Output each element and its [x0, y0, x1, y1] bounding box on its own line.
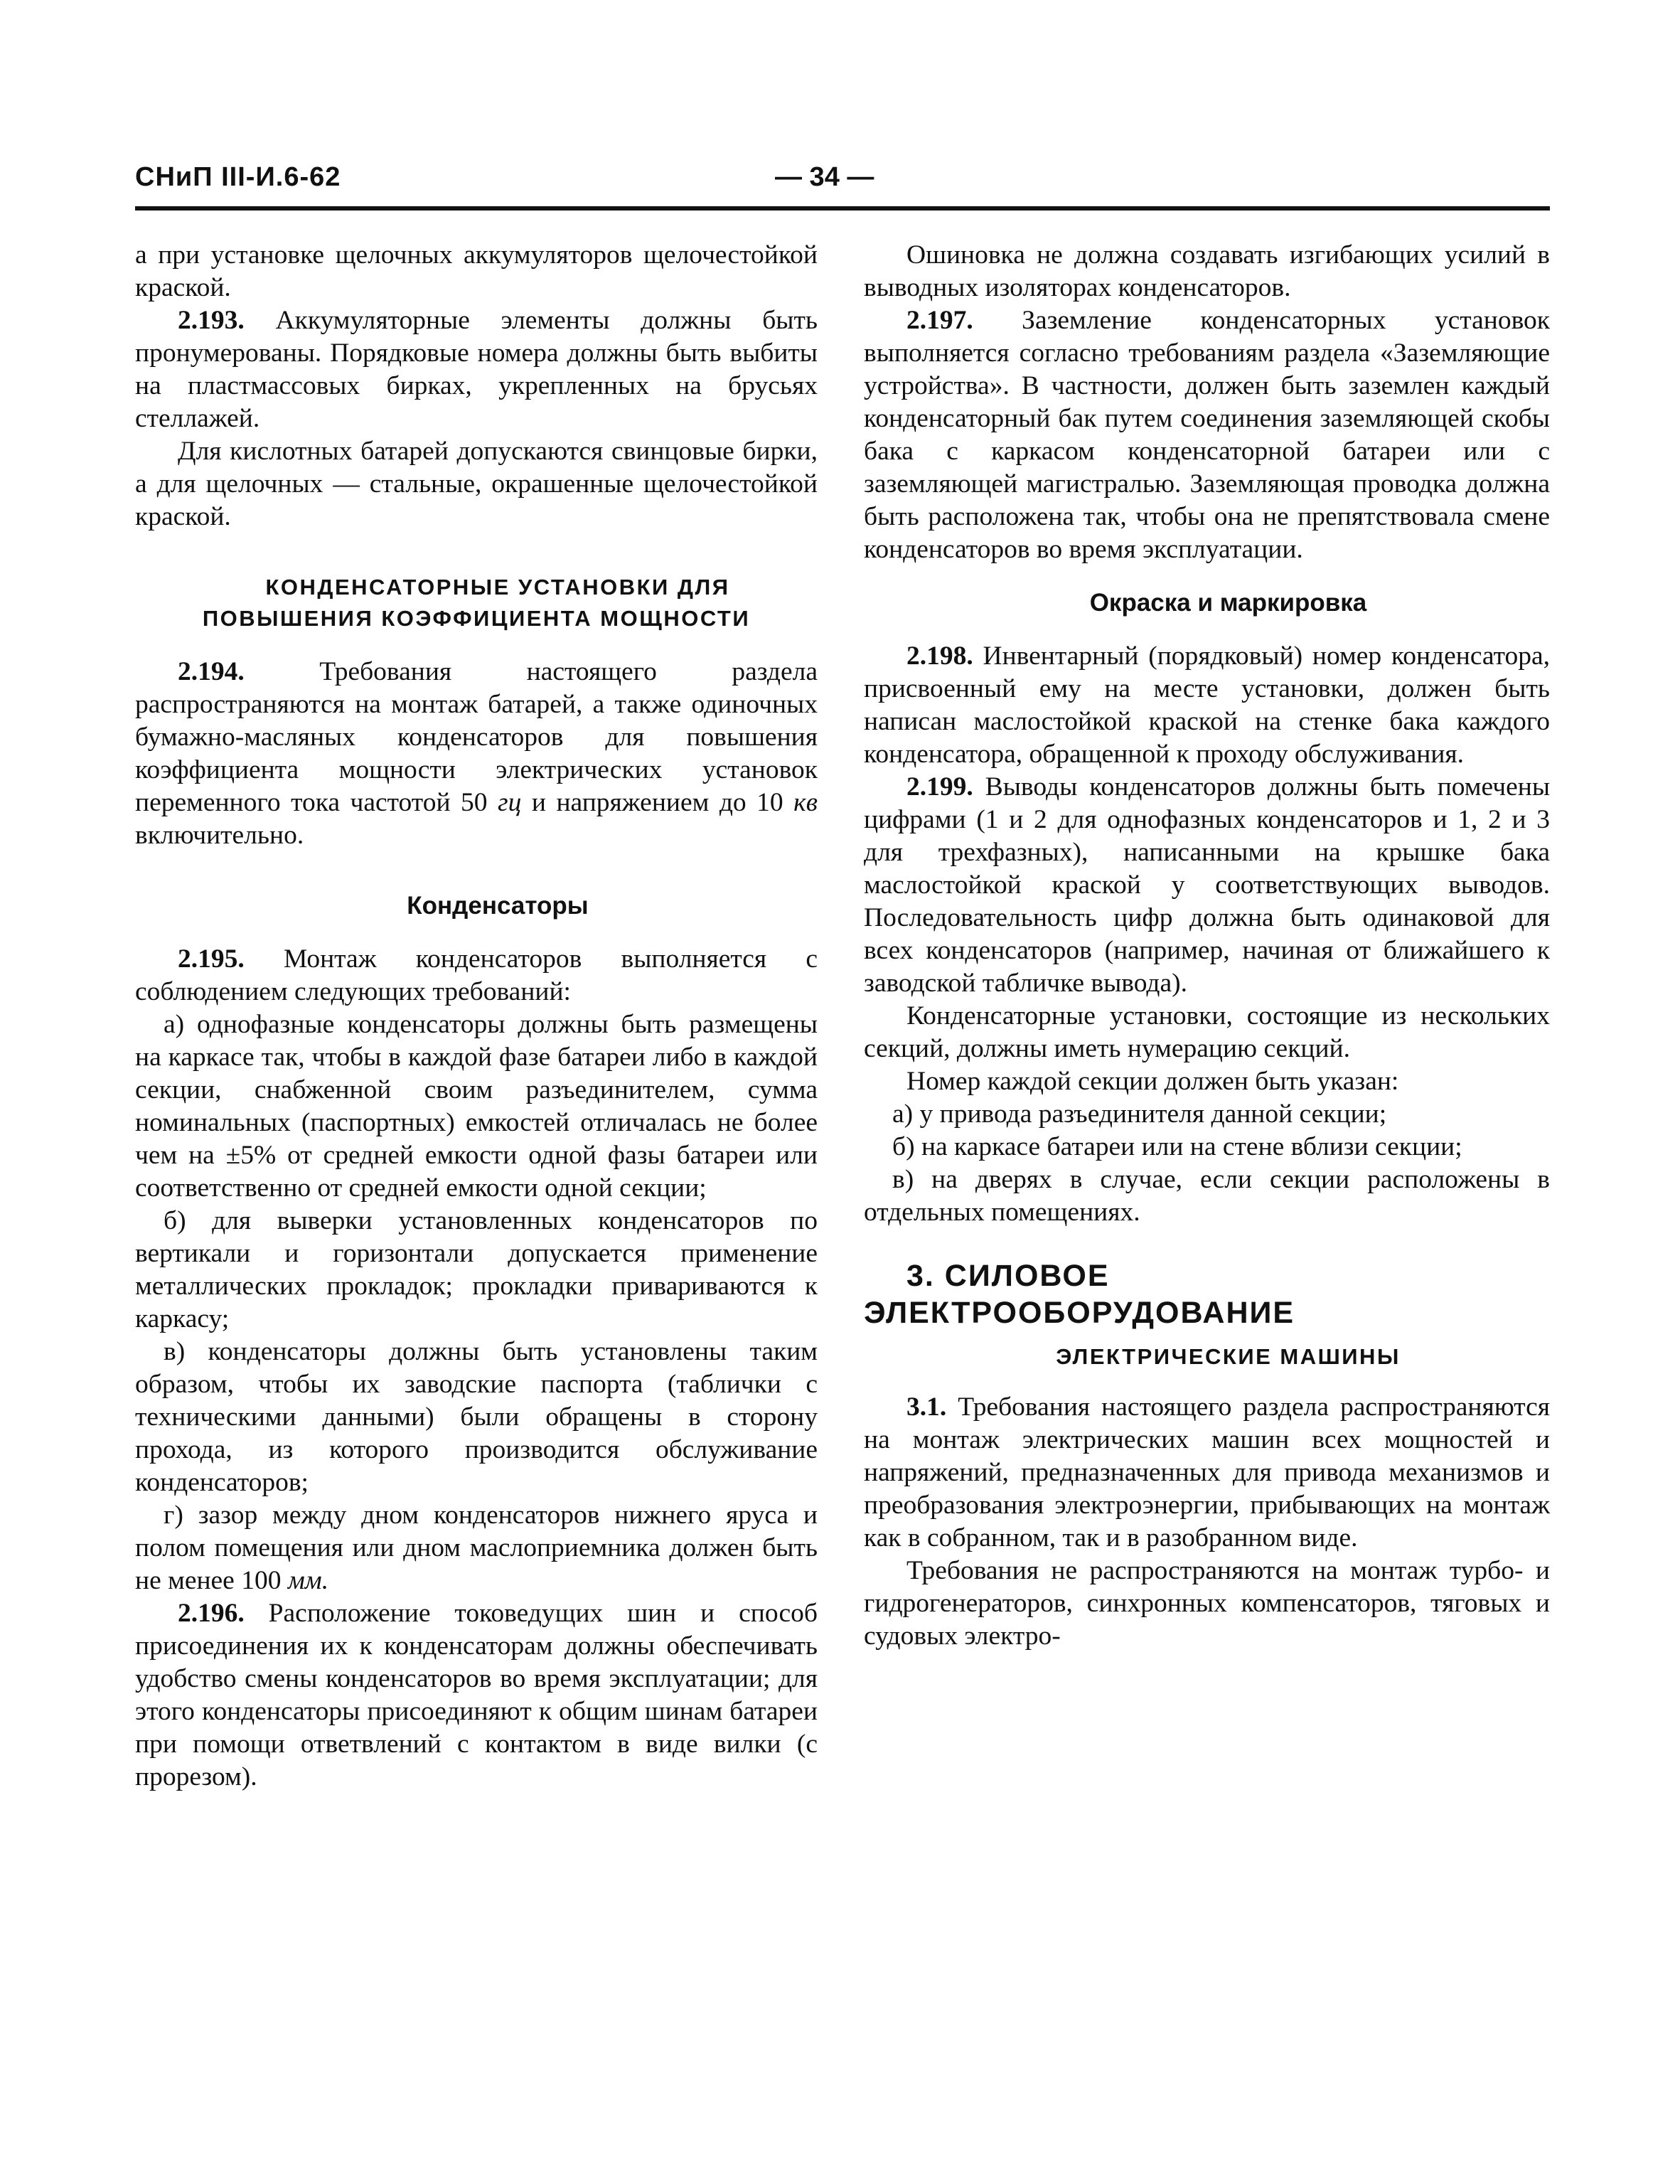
list-item: в) конденсаторы должны быть установлены таким образом, чтобы их заводские паспорта (таблички с техническими данными) были обращены в сторону прохода, из которого производится обслуживание конденсаторов;: [135, 1337, 818, 1497]
clause-text: Выводы конденсаторов должны быть помечены цифрами (1 и 2 для однофазных конденсаторов и 1, 2 и 3 для трехфазных), написанными на крышке бака маслостойкой краской у соответствующих выводов. Последовательность цифр должна быть одинаковой для всех конденсаторов (например, начиная от ближайшего к заводской табличке вывода).: [864, 772, 1551, 998]
clause-text: Требования настоящего раздела распространяются на монтаж батарей, а также одиночных бумажно-масляных конденсаторов для повышения коэффициента мощности электрических установок переменного тока частотой 50: [135, 657, 818, 817]
unit-label: гц: [498, 788, 522, 817]
section-title: ЭЛЕКТРИЧЕСКИЕ МАШИНЫ: [1056, 1344, 1401, 1369]
chapter-title: 3. СИЛОВОЕ ЭЛЕКТРООБОРУДОВАНИЕ: [864, 1259, 1295, 1330]
clause-number: 2.197.: [906, 306, 973, 335]
list-item: а) у привода разъединителя данной секции;: [892, 1099, 1387, 1129]
paragraph-2-197: [864, 304, 1550, 566]
unit-label: кв: [793, 788, 818, 817]
paragraph-2-198: [864, 640, 1550, 771]
paragraph-2-194: [135, 656, 818, 852]
subsection-title: Конденсаторы: [407, 892, 589, 920]
page-header: [135, 162, 1550, 205]
paragraph-2-196: [135, 1597, 818, 1794]
paragraph-2-199: [864, 771, 1550, 1000]
clause-text: и напряжением до 10: [531, 788, 783, 817]
left-column: [135, 239, 818, 1794]
clause-text: Инвентарный (порядковый) номер конденсатора, присвоенный ему на месте установки, должен быть написан маслостойкой краской на стенке бака каждого конденсатора, обращенной к проходу обслуживания.: [864, 641, 1551, 769]
list-item: а) однофазные конденсаторы должны быть размещены на каркасе так, чтобы в каждой фазе батареи либо в каждой секции, снабженной своим разъединителем, сумма номинальных (паспортных) емкостей отличалась не более чем на ±5% от средней емкости одной фазы батареи или соответственно от средней емкости одной секции;: [135, 1010, 818, 1203]
paragraph: Для кислотных батарей допускаются свинцовые бирки, а для щелочных — стальные, окрашенные щелочестойкой краской.: [135, 437, 818, 531]
paragraph-2-195: [135, 943, 818, 1008]
header-rule: [135, 206, 1550, 211]
clause-number: 2.195.: [178, 944, 245, 974]
clause-number: 3.1.: [906, 1392, 947, 1422]
clause-number: 2.193.: [178, 306, 245, 335]
paragraph: Требования не распространяются на монтаж турбо- и гидрогенераторов, синхронных компенсаторов, тяговых и судовых электро-: [864, 1556, 1550, 1651]
clause-text: Монтаж конденсаторов выполняется с соблюдением следующих требований:: [135, 944, 818, 1006]
section-title: КОНДЕНСАТОРНЫЕ УСТАНОВКИ ДЛЯ ПОВЫШЕНИЯ КОЭФФИЦИЕНТА МОЩНОСТИ: [202, 575, 751, 631]
clause-number: 2.199.: [906, 772, 973, 801]
clause-text: Расположение токоведущих шин и способ присоединения их к конденсаторам должны обеспечивать удобство смены конденсаторов во время эксплуатации; для этого конденсаторы присоединяют к общим шинам батареи при помощи ответвлений с контактом в виде вилки (с прорезом).: [135, 1599, 818, 1791]
paragraph-3-1: [864, 1391, 1550, 1555]
paragraph-2-193: [135, 304, 818, 435]
clause-number: 2.196.: [178, 1599, 245, 1628]
clause-text: Заземление конденсаторных установок выполняется согласно требованиям раздела «Заземляющие устройства». В частности, должен быть заземлен каждый конденсаторный бак путем соединения заземляющей скобы бака с каркасом конденсаторной батареи или с заземляющей магистралью. Заземляющая проводка должна быть расположена так, чтобы она не препятствовала смене конденсаторов во время эксплуатации.: [864, 306, 1550, 564]
paragraph: а при установке щелочных аккумуляторов щелочестойкой краской.: [135, 240, 818, 302]
list-item: б) на каркасе батареи или на стене вблизи секции;: [892, 1132, 1462, 1161]
paragraph: Конденсаторные установки, состоящие из нескольких секций, должны иметь нумерацию секций.: [864, 1001, 1550, 1063]
subsection-title: Окраска и маркировка: [1089, 589, 1367, 617]
clause-number: 2.194.: [178, 657, 245, 686]
clause-number: 2.198.: [906, 641, 973, 671]
clause-text: Требования настоящего раздела распространяются на монтаж электрических машин всех мощностей и напряжений, предназначенных для привода механизмов и преобразования электроэнергии, прибывающих на монтаж как в собранном, так и в разобранном виде.: [864, 1392, 1550, 1552]
unit-label: мм.: [287, 1566, 329, 1595]
right-column: [864, 239, 1550, 1653]
list-item: [135, 1499, 818, 1597]
clause-text: включительно.: [135, 821, 304, 850]
document-code: СНиП III-И.6-62: [135, 162, 341, 192]
paragraph: Ошиновка не должна создавать изгибающих усилий в выводных изоляторах конденсаторов.: [864, 240, 1550, 302]
list-item: б) для выверки установленных конденсаторов по вертикали и горизонтали допускается применение металлических прокладок; прокладки привариваются к каркасу;: [135, 1206, 818, 1333]
clause-text: Аккумуляторные элементы должны быть пронумерованы. Порядковые номера должны быть выбиты на пластмассовых бирках, укрепленных на брусьях стеллажей.: [135, 306, 818, 433]
paragraph: Номер каждой секции должен быть указан:: [906, 1067, 1399, 1096]
page-number: — 34 —: [775, 162, 874, 192]
item-text: г) зазор между дном конденсаторов нижнего яруса и полом помещения или дном маслоприемника должен быть не менее 100: [135, 1501, 818, 1595]
list-item: в) на дверях в случае, если секции расположены в отдельных помещениях.: [864, 1165, 1550, 1227]
